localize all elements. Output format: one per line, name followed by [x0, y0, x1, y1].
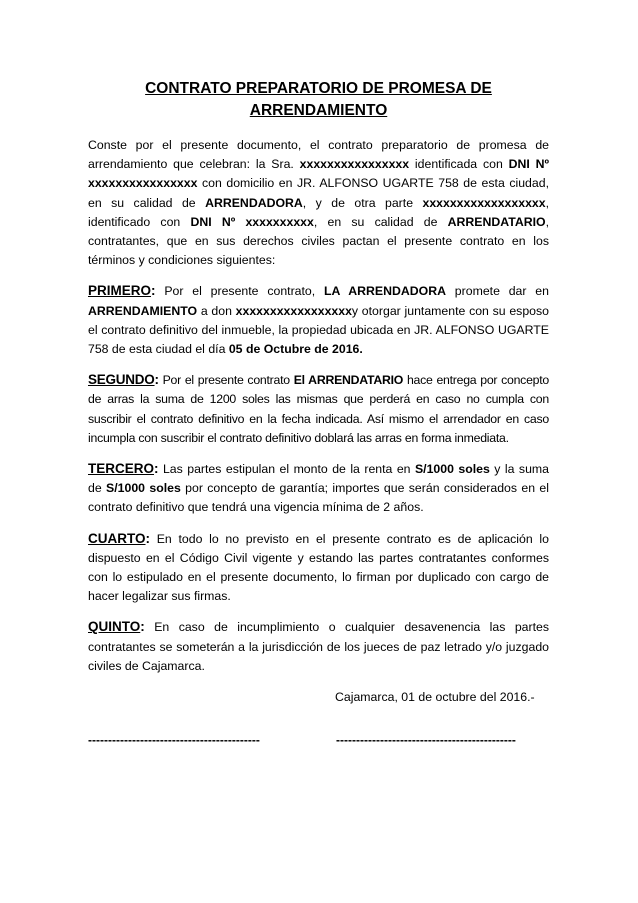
signature-area — [88, 733, 549, 753]
clause-text: promete dar en — [445, 284, 549, 299]
date-place-line: Cajamarca, 01 de octubre del 2016.- — [335, 690, 535, 705]
arrendatario-dni: DNI Nº xxxxxxxxxx — [190, 214, 314, 229]
arrendadora-dni: DNI Nº xxxxxxxxxxxxxxxx — [88, 157, 550, 191]
title-line-1: CONTRATO PREPARATORIO DE PROMESA DE — [145, 80, 492, 97]
intro-text: , identificado con — [88, 195, 550, 229]
clause-tercero — [88, 459, 549, 518]
intro-text: Conste por el presente documento, el contrato preparatorio de promesa de arrendamiento que celebran: la Sra. — [88, 138, 549, 172]
clause-heading: CUARTO — [88, 530, 146, 546]
document-page — [88, 78, 549, 753]
role-arrendadora: ARRENDADORA — [205, 195, 303, 210]
clause-text: a don — [197, 303, 236, 318]
clause-cuarto — [88, 529, 549, 607]
intro-paragraph — [88, 136, 549, 270]
clause-heading: PRIMERO — [88, 283, 152, 299]
intro-text: , contratantes, que en sus derechos civiles pactan el presente contrato en los términos y condiciones siguientes: — [88, 214, 549, 268]
clause-heading: SEGUNDO — [88, 372, 155, 388]
intro-text: con domicilio en JR. ALFONSO UGARTE 758 de esta ciudad, en su calidad de — [88, 176, 549, 210]
clause-text: por concepto de garantía; importes que serán considerados en el contrato definitivo que tendrá una vigencia mínima de 2 años. — [88, 481, 549, 515]
intro-text: identificada con — [409, 157, 509, 172]
intro-text: , y de otra parte — [302, 195, 423, 210]
clause-bold: S/1000 soles — [106, 481, 181, 496]
clause-text: En caso de incumplimiento o cualquier desavenencia las partes contratantes se someterán a la jurisdicción de los jueces de paz letrado y/o juzgado civiles de Cajamarca. — [88, 620, 549, 673]
clause-bold: LA ARRENDADORA — [324, 284, 446, 299]
role-arrendatario: ARRENDATARIO — [447, 214, 546, 229]
clause-text: En todo lo no previsto en el presente contrato es de aplicación lo dispuesto en el Código Civil vigente y estando las partes contratantes conformes con lo estipulado en el presente documento, lo firman por duplicado con cargo de hacer legalizar sus firmas. — [88, 531, 549, 604]
clause-colon: : — [151, 283, 156, 299]
clause-bold: S/1000 soles — [414, 462, 490, 477]
clause-colon: : — [154, 461, 159, 477]
clause-bold: El ARRENDATARIO — [293, 373, 404, 388]
arrendatario-name: xxxxxxxxxxxxxxxxxx — [422, 195, 546, 210]
arrendadora-name: xxxxxxxxxxxxxxxx — [299, 157, 410, 172]
clause-text: hace entrega por concepto de arras la suma de 1200 soles las mismas que perderá en caso no cumpla con suscribir el contrato definitivo en la fecha indicada. Así mismo el arrendador en caso incumpla con suscribir el contrato definitivo doblará las arras en forma inmediata. — [88, 373, 550, 445]
title-line-2: ARRENDAMIENTO — [249, 102, 388, 119]
clause-text: Por el presente contrato — [158, 373, 294, 388]
clause-heading: QUINTO — [88, 619, 141, 635]
intro-text: , en su calidad de — [313, 214, 448, 229]
clause-text: y otorgar juntamente con su esposo el contrato definitivo del inmueble, la propiedad ubicada en JR. ALFONSO UGARTE 758 de esta ciudad el día — [88, 303, 549, 357]
clause-bold: ARRENDAMIENTO — [88, 303, 198, 318]
clause-bold: 05 de Octubre de 2016. — [228, 342, 363, 357]
clause-text: y la suma de — [88, 462, 549, 496]
clause-quinto — [88, 617, 549, 676]
clause-primero — [88, 281, 549, 359]
clause-text: Por el presente contrato, — [155, 284, 324, 299]
document-title — [88, 78, 549, 122]
clause-bold: xxxxxxxxxxxxxxxxx — [235, 303, 352, 318]
signature-line-right: --------------------------------------------- — [336, 733, 516, 748]
clause-colon: : — [140, 619, 145, 635]
clause-colon: : — [154, 372, 159, 388]
clause-segundo — [88, 370, 549, 448]
clause-colon: : — [145, 530, 151, 546]
clause-heading: TERCERO — [88, 461, 155, 477]
clause-text: Las partes estipulan el monto de la renta en — [158, 462, 415, 477]
signature-line-left: ------------------------------------------- — [88, 733, 260, 748]
